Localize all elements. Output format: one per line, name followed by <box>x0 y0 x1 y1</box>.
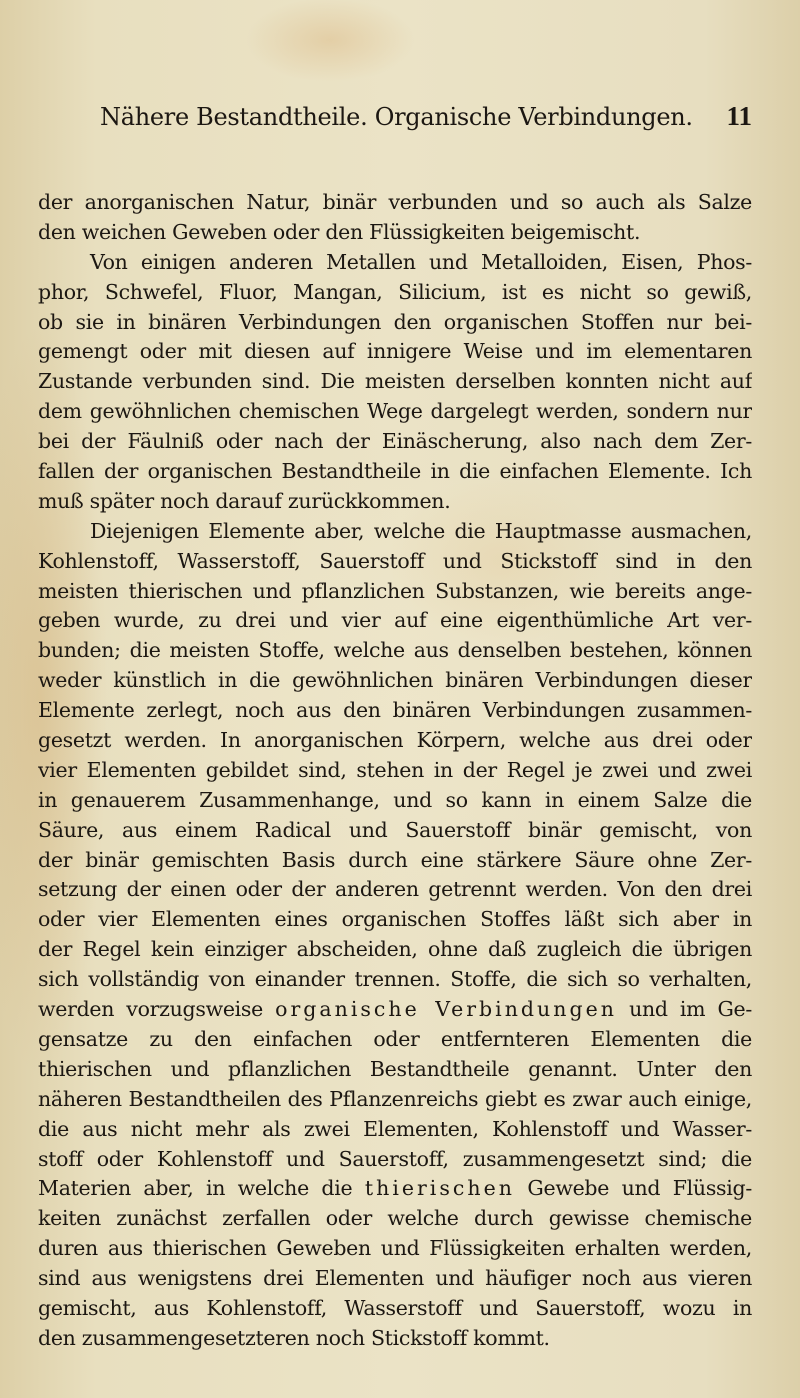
text-line: Säure, aus einem Radical und Sauerstoff binär gemischt, von <box>38 817 752 842</box>
text-line: stoff oder Kohlenstoff und Sauerstoff, zusammengesetzt sind; die <box>38 1146 752 1171</box>
body-text <box>38 188 752 1354</box>
line-segment: Materien aber, in welche die <box>38 1176 365 1201</box>
text-line: fallen der organischen Bestandtheile in die einfachen Elemente. Ich <box>38 459 752 484</box>
line-segment: werden vorzugsweise <box>38 997 276 1022</box>
text-line: die aus nicht mehr als zwei Elementen, Kohlenstoff und Wasser- <box>38 1116 752 1141</box>
text-line: weder künstlich in die gewöhnlichen binären Verbindungen dieser <box>38 668 752 693</box>
text-line: phor, Schwefel, Fluor, Mangan, Silicium, ist es nicht so gewiß, <box>38 279 752 304</box>
text-line: ob sie in binären Verbindungen den organischen Stoffen nur bei- <box>38 309 752 334</box>
text-line: meisten thierischen und pflanzlichen Substanzen, wie bereits ange- <box>38 578 752 603</box>
text-line: vier Elementen gebildet sind, stehen in der Regel je zwei und zwei <box>38 757 752 782</box>
text-line: geben wurde, zu drei und vier auf eine eigenthümliche Art ver- <box>38 608 752 633</box>
line-segment: und im Ge- <box>616 997 752 1022</box>
text-line: gemengt oder mit diesen auf innigere Weise und im elementaren <box>38 339 752 364</box>
text-line: sind aus wenigstens drei Elementen und häufiger noch aus vieren <box>38 1266 752 1291</box>
line-segment: gensatze zu den einfachen oder entfernteren Elementen die <box>38 1026 752 1051</box>
text-line: den weichen Geweben oder den Flüssigkeiten beigemischt. <box>38 219 641 244</box>
emphasized-text: organische Verbindungen <box>275 997 617 1022</box>
text-line: oder vier Elementen eines organischen Stoffes läßt sich aber in <box>38 907 752 932</box>
text-line: näheren Bestandtheilen des Pflanzenreichs giebt es zwar auch einige, <box>38 1086 752 1111</box>
text-line: setzung der einen oder der anderen getrennt werden. Von den drei <box>38 877 752 902</box>
text-line: der anorganischen Natur, binär verbunden und so auch als Salze <box>38 190 752 214</box>
text-line: bei der Fäulniß oder nach der Einäscherung, also nach dem Zer- <box>38 429 752 454</box>
text-line: muß später noch darauf zurückkommen. <box>38 488 451 513</box>
running-header <box>100 103 752 143</box>
text-line: Elemente zerlegt, noch aus den binären Verbindungen zusammen- <box>38 698 752 723</box>
text-line: thierischen und pflanzlichen Bestandtheile genannt. Unter den <box>38 1056 752 1081</box>
text-line: der binär gemischten Basis durch eine stärkere Säure ohne Zer- <box>38 847 752 872</box>
text-line: sich vollständig von einander trennen. Stoffe, die sich so verhalten, <box>38 967 752 992</box>
text-line: Diejenigen Elemente aber, welche die Hauptmasse ausmachen, <box>90 518 752 543</box>
text-line: gesetzt werden. In anorganischen Körpern, welche aus drei oder <box>38 728 752 753</box>
running-title: Nähere Bestandtheile. Organische Verbindungen. <box>100 103 693 131</box>
line-segment: Gewebe und Flüssig- <box>514 1176 752 1201</box>
text-line: Von einigen anderen Metallen und Metalloiden, Eisen, Phos- <box>90 249 752 274</box>
text-line: in genauerem Zusammenhange, und so kann in einem Salze die <box>38 787 752 812</box>
text-line <box>38 1174 752 1204</box>
text-line: der Regel kein einziger abscheiden, ohne daß zugleich die übrigen <box>38 937 752 962</box>
text-line: duren aus thierischen Geweben und Flüssigkeiten erhalten werden, <box>38 1236 752 1261</box>
page-number: 11 <box>726 101 752 131</box>
text-line: keiten zunächst zerfallen oder welche durch gewisse chemische <box>38 1206 752 1231</box>
text-line <box>38 1025 752 1055</box>
text-line: bunden; die meisten Stoffe, welche aus denselben bestehen, können <box>38 638 752 663</box>
text-line: gemischt, aus Kohlenstoff, Wasserstoff und Sauerstoff, wozu in <box>38 1295 752 1320</box>
emphasized-text: thierischen <box>364 1176 515 1201</box>
text-line <box>38 995 752 1025</box>
text-line: Kohlenstoff, Wasserstoff, Sauerstoff und Stickstoff sind in den <box>38 548 752 573</box>
text-line: dem gewöhnlichen chemischen Wege dargelegt werden, sondern nur <box>38 399 752 424</box>
text-line: Zustande verbunden sind. Die meisten derselben konnten nicht auf <box>38 369 752 394</box>
text-line: den zusammengesetzteren noch Stickstoff kommt. <box>38 1325 550 1350</box>
